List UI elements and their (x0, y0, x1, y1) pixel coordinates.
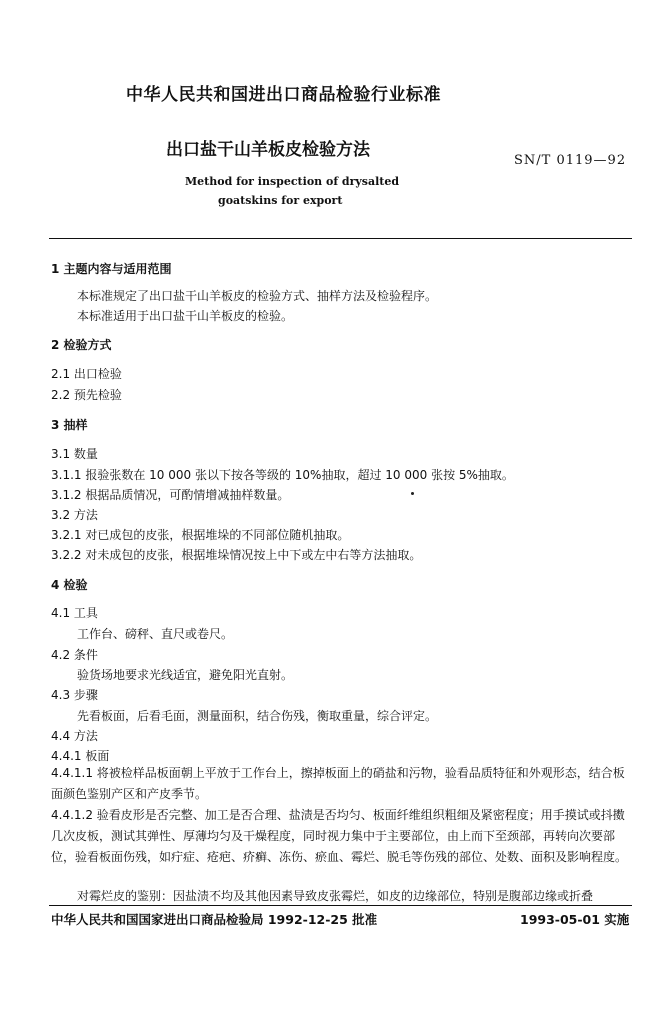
clause-3-2-1: 3.2.1 对已成包的皮张，根据堆垛的不同部位随机抽取。 (51, 528, 350, 542)
clause-3-1: 3.1 数量 (51, 447, 98, 461)
clause-3-2-2: 3.2.2 对未成包的皮张，根据堆垛情况按上中下或左中右等方法抽取。 (51, 548, 422, 562)
footer-divider (49, 905, 632, 906)
document-title-en-line1: Method for inspection of drysalted (185, 175, 400, 188)
clause-4-4-1-1: 4.4.1.1 将被检样品板面朝上平放于工作台上，擦掉板面上的硝盐和污物，验看品质特征和外观形态，结合板面颜色鉴别产区和产皮季节。 (51, 766, 625, 801)
effective-date: 1993-05-01 实施 (520, 912, 630, 927)
standard-code: SN/T 0119—92 (514, 153, 627, 168)
clause-4-2: 4.2 条件 (51, 648, 98, 662)
section-1-title: 1 主题内容与适用范围 (51, 262, 172, 276)
clause-4-4: 4.4 方法 (51, 729, 98, 743)
clause-4-1: 4.1 工具 (51, 606, 98, 620)
section-1-paragraph-1: 本标准规定了出口盐干山羊板皮的检验方式、抽样方法及检验程序。 (77, 289, 438, 303)
section-3-title: 3 抽样 (51, 418, 88, 432)
document-title-cn: 出口盐干山羊板皮检验方法 (166, 140, 370, 160)
section-4-title: 4 检验 (51, 578, 88, 592)
header-divider (49, 238, 632, 239)
clause-4-4-1-2: 4.4.1.2 验看皮形是否完整、加工是否合理、盐渍是否均匀、板面纤维组织粗细及紧密程度；用手摸试或抖擞几次皮板，测试其弹性、厚薄均匀及干燥程度，同时视力集中于主要部位，由上而下至颈部，再转向次要部位，验看板面伤残，如疔症、疮疤、疥癣、冻伤、瘀血、霉烂、脱毛等伤残的部位、处数、面积及影响程度。 (51, 808, 628, 864)
paragraph-continued: 对霉烂皮的鉴别：因盐渍不均及其他因素导致皮张霉烂，如皮的边缘部位，特别是腹部边缘或折叠 (77, 889, 594, 903)
standard-organization-header: 中华人民共和国进出口商品检验行业标准 (126, 85, 441, 105)
approval-line: 中华人民共和国国家进出口商品检验局 1992-12-25 批准 (51, 912, 378, 927)
clause-4-3-text: 先看板面，后看毛面，测量面积，结合伤残，衡取重量，综合评定。 (77, 709, 438, 723)
clause-2-2: 2.2 预先检验 (51, 388, 122, 402)
clause-3-2: 3.2 方法 (51, 508, 98, 522)
clause-4-2-text: 验货场地要求光线适宜，避免阳光直射。 (77, 668, 294, 682)
clause-3-1-2: 3.1.2 根据品质情况，可酌情增减抽样数量。 (51, 488, 290, 502)
clause-4-3: 4.3 步骤 (51, 688, 98, 702)
clause-3-1-1: 3.1.1 报验张数在 10 000 张以下按各等级的 10%抽取，超过 10 000 张按 5%抽取。 (51, 468, 514, 482)
clause-4-1-text: 工作台、磅秤、直尺或卷尺。 (77, 627, 234, 641)
document-title-en-line2: goatskins for export (218, 194, 343, 207)
section-1-paragraph-2: 本标准适用于出口盐干山羊板皮的检验。 (77, 309, 294, 323)
clause-2-1: 2.1 出口检验 (51, 367, 122, 381)
clause-4-4-1: 4.4.1 板面 (51, 749, 110, 763)
stray-mark (411, 492, 414, 495)
section-2-title: 2 检验方式 (51, 338, 112, 352)
